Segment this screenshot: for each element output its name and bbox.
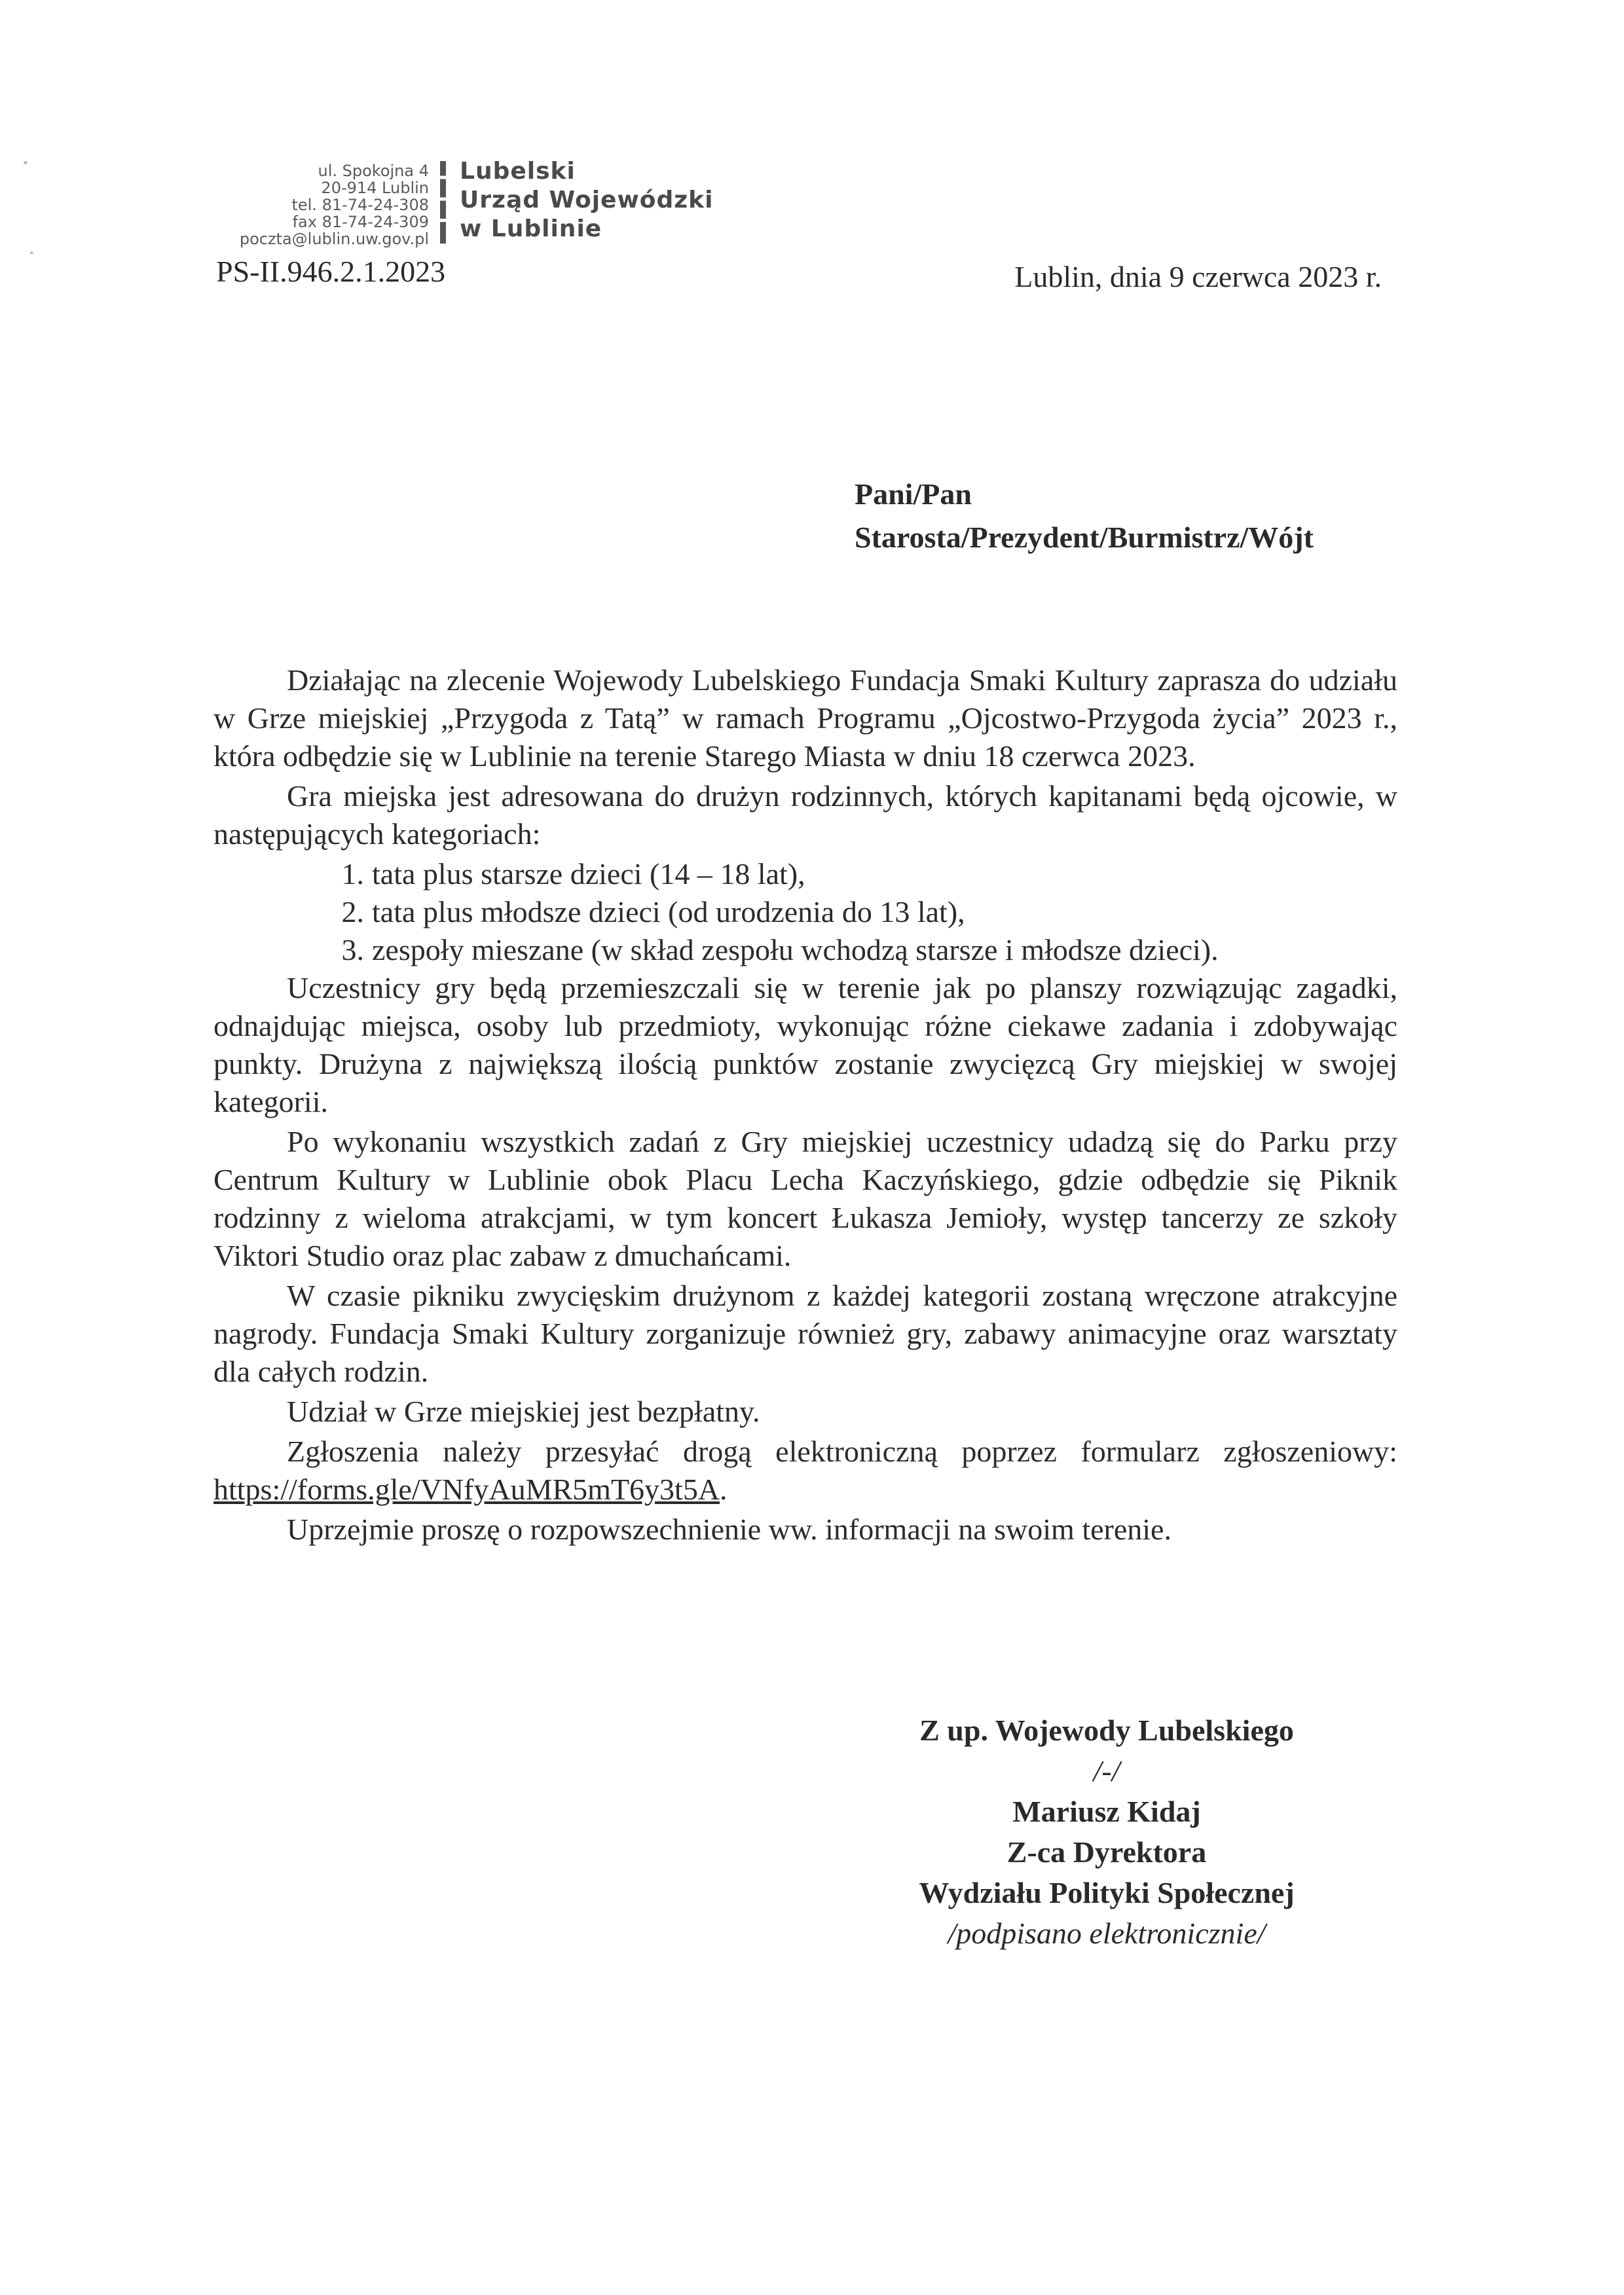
addressee-salutation: Pani/Pan [855, 477, 972, 511]
registration-period: . [720, 1473, 728, 1506]
electronic-signature-note: /podpisano elektronicznie/ [948, 1917, 1266, 1950]
registration-text: Zgłoszenia należy przesyłać drogą elektroniczną poprzez formularz zgłoszeniowy: [287, 1435, 1397, 1468]
category-list [213, 855, 1397, 969]
letterhead-divider [440, 161, 446, 244]
office-name-line: w Lublinie [460, 215, 602, 242]
address-fax: fax 81-74-24-309 [292, 213, 429, 231]
list-item [318, 855, 1397, 893]
letter-body [213, 661, 1397, 1551]
list-number: 2. [341, 895, 364, 928]
scan-speck [30, 251, 33, 254]
registration-form-link[interactable]: https://forms.gle/VNfyAuMR5mT6y3t5A [213, 1473, 720, 1506]
address-phone: tel. 81-74-24-308 [291, 196, 429, 214]
office-address [216, 162, 429, 248]
addressee [855, 473, 1314, 559]
addressee-title: Starosta/Prezydent/Burmistrz/Wójt [855, 521, 1314, 554]
list-text: tata plus starsze dzieci (14 – 18 lat), [372, 857, 805, 890]
list-number: 3. [341, 933, 364, 966]
list-number: 1. [341, 857, 364, 890]
paragraph-free-entry: Udział w Grze miejskiej jest bezpłatny. [287, 1395, 760, 1428]
signature-block [877, 1710, 1336, 1954]
paragraph-request: Uprzejmie proszę o rozpowszechnienie ww. informacji na swoim terenie. [287, 1513, 1172, 1546]
paragraph-prizes: W czasie pikniku zwycięskim drużynom z każdej kategorii zostaną wręczone atrakcyjne nagrody. Fundacja Smaki Kultury zorganizuje również gry, zabawy animacyjne oraz warsztaty dla całych rodzin. [213, 1279, 1397, 1388]
list-item [318, 931, 1397, 969]
office-name-line: Lubelski [460, 158, 576, 185]
list-item [318, 893, 1397, 931]
address-street: ul. Spokojna 4 [318, 162, 429, 180]
paragraph-game-rules: Uczestnicy gry będą przemieszczali się w terenie jak po planszy rozwiązując zagadki, odnajdując miejsca, osoby lub przedmioty, wykonując różne ciekawe zadania i zdobywając punkty. Drużyna z największą ilością punktów zostanie zwycięzcą Gry miejskiej w swojej kategorii. [213, 971, 1397, 1118]
paragraph-audience: Gra miejska jest adresowana do drużyn rodzinnych, których kapitanami będą ojcowie, w następujących kategoriach: [213, 779, 1397, 851]
list-text: tata plus młodsze dzieci (od urodzenia do 13 lat), [372, 895, 965, 928]
office-name-line: Urząd Wojewódzki [460, 187, 714, 213]
paragraph-picnic: Po wykonaniu wszystkich zadań z Gry miejskiej uczestnicy udadzą się do Parku przy Centrum Kultury w Lublinie obok Placu Lecha Kaczyńskiego, gdzie odbędzie się Piknik rodzinny z wieloma atrakcjami, w tym koncert Łukasza Jemioły, występ tancerzy ze szkoły Viktori Studio oraz plac zabaw z dmuchańcami. [213, 1125, 1397, 1272]
signatory-name: Mariusz Kidaj [1012, 1795, 1201, 1828]
office-name-logo [460, 157, 713, 244]
signature-mark: /-/ [1093, 1754, 1120, 1788]
address-email: poczta@lublin.uw.gov.pl [239, 230, 429, 248]
paragraph-invitation: Działając na zlecenie Wojewody Lubelskiego Fundacja Smaki Kultury zaprasza do udziału w Grze miejskiej „Przygoda z Tatą” w ramach Programu „Ojcostwo-Przygoda życia” 2023 r., która odbędzie się w Lublinie na terenie Starego Miasta w dniu 18 czerwca 2023. [213, 663, 1397, 773]
list-text: zespoły mieszane (w skład zespołu wchodzą starsze i młodsze dzieci). [372, 933, 1219, 966]
signatory-position: Z-ca Dyrektora [1006, 1835, 1207, 1869]
address-postal: 20-914 Lublin [321, 179, 429, 197]
signature-authority: Z up. Wojewody Lubelskiego [919, 1714, 1294, 1747]
scan-speck [24, 161, 28, 164]
place-date: Lublin, dnia 9 czerwca 2023 r. [1014, 260, 1382, 293]
signatory-department: Wydziału Polityki Społecznej [919, 1876, 1295, 1909]
case-number: PS-II.946.2.1.2023 [216, 255, 446, 288]
paragraph-registration [213, 1433, 1397, 1509]
